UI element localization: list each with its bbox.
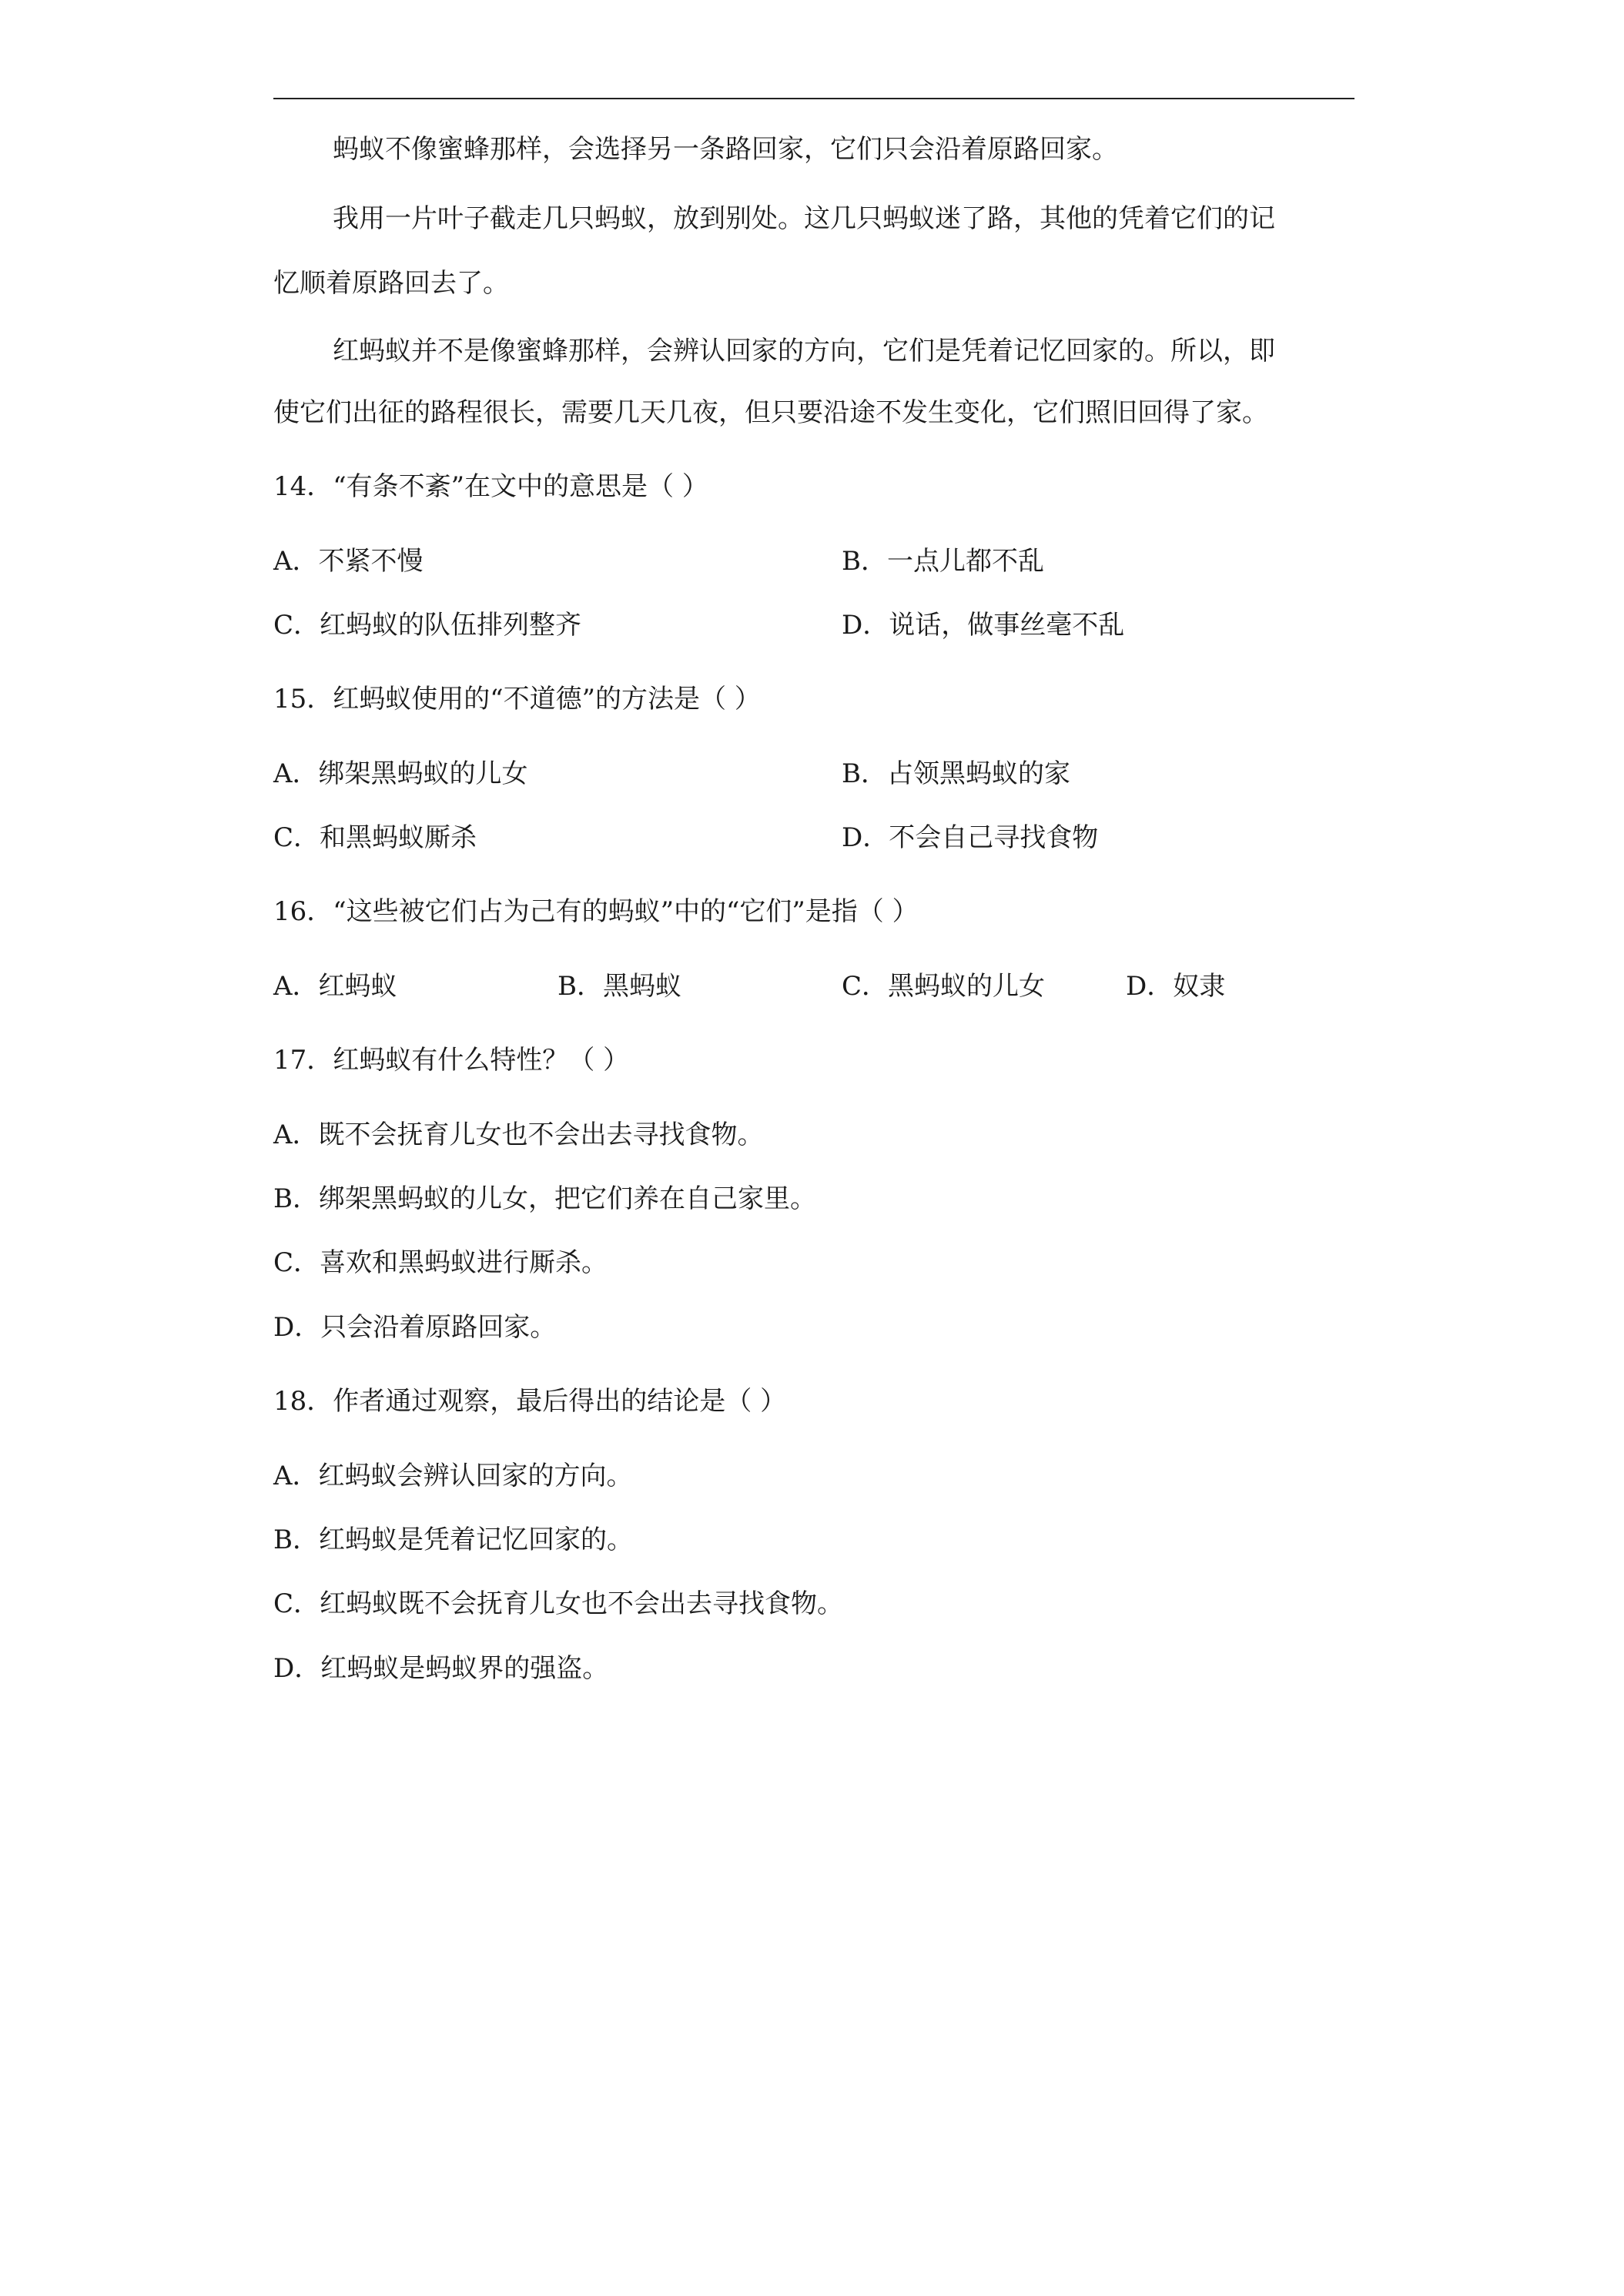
question-15-option-c: C．和黑蚂蚁厮杀 [273, 822, 477, 853]
question-17-option-d: D．只会沿着原路回家。 [273, 1312, 557, 1343]
question-15-option-d: D．不会自己寻找食物 [842, 822, 1099, 853]
question-17-option-a: A．既不会抚育儿女也不会出去寻找食物。 [273, 1120, 764, 1150]
question-17-option-c: C．喜欢和黑蚂蚁进行厮杀。 [273, 1247, 608, 1278]
question-15-option-a: A．绑架黑蚂蚁的儿女 [273, 758, 528, 789]
passage-paragraph-2-line-2: 忆顺着原路回去了。 [273, 268, 509, 299]
question-18-option-a: A．红蚂蚁会辨认回家的方向。 [273, 1461, 633, 1491]
header-rule [273, 98, 1354, 99]
question-18-stem: 18．作者通过观察，最后得出的结论是（ ） [273, 1386, 787, 1417]
question-14-option-b: B．一点儿都不乱 [842, 546, 1044, 577]
passage-paragraph-3-line-2: 使它们出征的路程很长，需要几天几夜，但只要沿途不发生变化，它们照旧回得了家。 [273, 397, 1268, 428]
question-18-option-b: B．红蚂蚁是凭着记忆回家的。 [273, 1525, 633, 1555]
question-14-option-d: D．说话，做事丝毫不乱 [842, 610, 1125, 641]
passage-paragraph-1: 蚂蚁不像蜜蜂那样，会选择另一条路回家，它们只会沿着原路回家。 [333, 134, 1118, 165]
passage-paragraph-3-line-1: 红蚂蚁并不是像蜜蜂那样，会辨认回家的方向，它们是凭着记忆回家的。所以，即 [333, 336, 1275, 366]
question-16-option-b: B．黑蚂蚁 [558, 971, 681, 1002]
question-16-option-a: A．红蚂蚁 [273, 971, 397, 1002]
question-16-option-c: C．黑蚂蚁的儿女 [842, 971, 1046, 1002]
question-15-option-b: B．占领黑蚂蚁的家 [842, 758, 1070, 789]
passage-paragraph-2-line-1: 我用一片叶子截走几只蚂蚁，放到别处。这几只蚂蚁迷了路，其他的凭着它们的记 [333, 203, 1275, 234]
question-14-option-c: C．红蚂蚁的队伍排列整齐 [273, 610, 582, 641]
question-17-option-b: B．绑架黑蚂蚁的儿女，把它们养在自己家里。 [273, 1183, 816, 1214]
question-14-stem: 14．“有条不紊”在文中的意思是（ ） [273, 471, 708, 502]
question-16-option-d: D．奴隶 [1126, 971, 1226, 1002]
question-17-stem: 17．红蚂蚁有什么特性？（ ） [273, 1045, 630, 1076]
question-18-option-c: C．红蚂蚁既不会抚育儿女也不会出去寻找食物。 [273, 1588, 844, 1619]
question-16-stem: 16．“这些被它们占为己有的蚂蚁”中的“它们”是指（ ） [273, 896, 919, 927]
question-15-stem: 15．红蚂蚁使用的“不道德”的方法是（ ） [273, 684, 761, 715]
question-14-option-a: A．不紧不慢 [273, 546, 424, 577]
question-18-option-d: D．红蚂蚁是蚂蚁界的强盗。 [273, 1653, 609, 1684]
